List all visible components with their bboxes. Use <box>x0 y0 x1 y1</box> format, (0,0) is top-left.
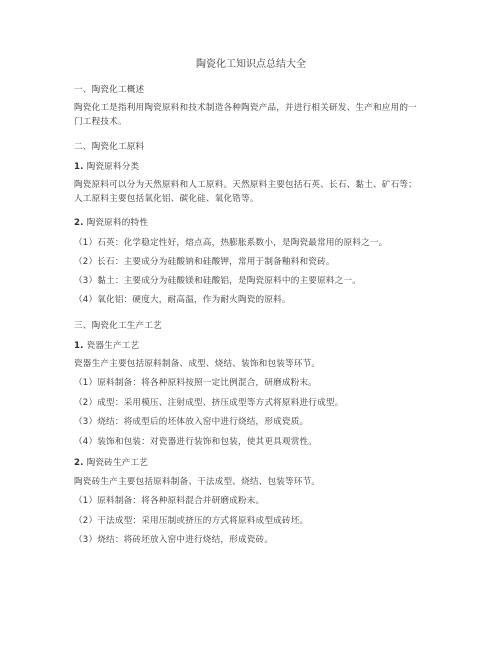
subheading-material-properties <box>74 216 430 230</box>
paragraph-porcelain-process: 瓷器生产主要包括原料制备、成型、烧结、装饰和包装等环节。 <box>74 359 321 369</box>
list-item-feldspar: （2）长石：主要成分为硅酸钠和硅酸钾，常用于制备釉料和瓷砖。 <box>74 257 335 267</box>
list-item-decoration-packaging: （4）装饰和包装：对瓷器进行装饰和包装，使其更具观赏性。 <box>74 437 318 447</box>
list-item-alumina: （4）氧化铝：硬度大，耐高温，作为耐火陶瓷的原料。 <box>74 295 291 305</box>
list-item-quartz: （1）石英：化学稳定性好，熔点高，热膨胀系数小，是陶瓷最常用的原料之一。 <box>74 238 388 248</box>
subheading-text: 陶瓷原料分类 <box>83 162 140 172</box>
subheading-text: 陶瓷原料的特性 <box>83 218 149 228</box>
paragraph-overview-line-1: 陶瓷化工是指利用陶瓷原料和技术制造各种陶瓷产品，并进行相关研发、生产和应用的一 <box>74 103 417 113</box>
list-item-clay: （3）黏土：主要成分为硅酸镁和硅酸铝，是陶瓷原料中的主要原料之一。 <box>74 276 362 286</box>
paragraph-overview-line-2: 门工程技术。 <box>74 117 127 127</box>
list-item-tile-sintering: （3）烧结：将砖坯放入窑中进行烧结，形成瓷砖。 <box>74 535 274 545</box>
subheading-number: 1. <box>74 341 84 351</box>
subheading-number: 1. <box>74 162 84 172</box>
list-item-tile-dry-forming: （2）干法成型：采用压制或挤压的方式将原料成型成砖坯。 <box>74 516 309 526</box>
list-item-raw-material-prep: （1）原料制备：将各种原料按照一定比例混合，研磨成粉末。 <box>74 378 318 388</box>
list-item-tile-raw-material-prep: （1）原料制备：将各种原料混合并研磨成粉末。 <box>74 496 265 506</box>
document-title: 陶瓷化工知识点总结大全 <box>196 59 306 70</box>
subheading-porcelain-process <box>74 339 430 353</box>
paragraph-tile-process: 陶瓷砖生产主要包括原料制备、干法成型、烧结、包装等环节。 <box>74 477 321 487</box>
paragraph-classification-line-2: 人工原料主要包括氧化铝、碳化硅、氧化锆等。 <box>74 194 259 204</box>
section-heading-overview: 一、陶瓷化工概述 <box>74 85 145 95</box>
section-heading-process: 三、陶瓷化工生产工艺 <box>74 321 162 331</box>
subheading-tile-process <box>74 456 430 470</box>
paragraph-classification-line-1: 陶瓷原料可以分为天然原料和人工原料。天然原料主要包括石英、长石、黏土、矿石等； <box>74 180 417 190</box>
subheading-number: 2. <box>74 218 84 228</box>
section-heading-materials: 二、陶瓷化工原料 <box>74 142 145 152</box>
subheading-material-classification <box>74 160 430 174</box>
list-item-forming: （2）成型：采用模压、注射成型、挤压成型等方式将原料进行成型。 <box>74 398 344 408</box>
subheading-number: 2. <box>74 458 84 468</box>
list-item-sintering: （3）烧结：将成型后的坯体放入窑中进行烧结，形成瓷质。 <box>74 417 309 427</box>
subheading-text: 陶瓷砖生产工艺 <box>83 458 149 468</box>
subheading-text: 瓷器生产工艺 <box>83 341 140 351</box>
